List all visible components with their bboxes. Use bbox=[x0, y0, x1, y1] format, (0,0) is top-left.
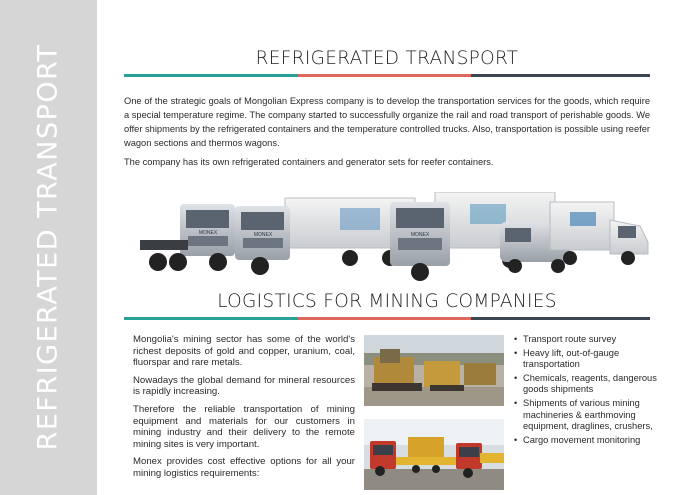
truck-brand-label: MONEX bbox=[410, 232, 430, 238]
side-band-title: REFRIGERATED TRANSPORT bbox=[32, 43, 64, 451]
side-band bbox=[0, 0, 97, 495]
mining-paragraph-4: Monex provides cost effective options for all your mining logistics requirements: bbox=[133, 456, 355, 479]
mining-paragraph-2: Nowadays the global demand for mineral resources is rapidly increasing. bbox=[133, 374, 355, 398]
list-item: • Transport route survey bbox=[514, 334, 664, 346]
heavy-haul-trucks-photo bbox=[364, 419, 504, 490]
intro-paragraph-2: The company has its own refrigerated containers and generator sets for reefer containers. bbox=[124, 157, 494, 167]
list-item: • Cargo movement monitoring bbox=[514, 435, 664, 447]
truck-5 bbox=[550, 202, 648, 265]
refrigerated-truck-fleet-image bbox=[140, 192, 650, 282]
mining-paragraph-3: Therefore the reliable transportation of mining equipment and materials for our customers in mining industry and their delivery to the remote mining sites is very important. bbox=[133, 403, 355, 450]
truck-brand-label: MONEX bbox=[198, 230, 218, 236]
list-item: • Chemicals, reagents, dangerous goods shipments bbox=[514, 373, 664, 396]
mining-text-column bbox=[133, 334, 355, 486]
heading-divider-1 bbox=[124, 74, 650, 77]
mining-paragraph-1: Mongolia's mining sector has some of the world's richest deposits of gold and copper, uranium, coal, fluorspar and rare metals. bbox=[133, 334, 355, 369]
mining-services-list bbox=[514, 334, 664, 448]
truck-brand-label: MONEX bbox=[253, 232, 273, 238]
list-item: • Heavy lift, out-of-gauge transportation bbox=[514, 348, 664, 371]
list-item: • Shipments of various mining machineries & earthmoving equipment, draglines, crushers, bbox=[514, 398, 664, 433]
intro-paragraph-1: One of the strategic goals of Mongolian Express company is to develop the transportation services for the goods, which require a special temperature regime. The company started to successfully organize the rail and road transport of perishable goods. We offer shipments by the refrigerated containers and the temperature controlled trucks. Also, transportation is possible using reefer wagon sections and thermos wagons. bbox=[124, 96, 650, 148]
heading-divider-2 bbox=[124, 317, 650, 320]
mining-equipment-photo bbox=[364, 335, 504, 406]
refrigerated-transport-heading: REFRIGERATED TRANSPORT bbox=[255, 48, 519, 69]
truck-1 bbox=[140, 204, 235, 271]
mining-logistics-heading: LOGISTICS FOR MINING COMPANIES bbox=[217, 291, 557, 312]
